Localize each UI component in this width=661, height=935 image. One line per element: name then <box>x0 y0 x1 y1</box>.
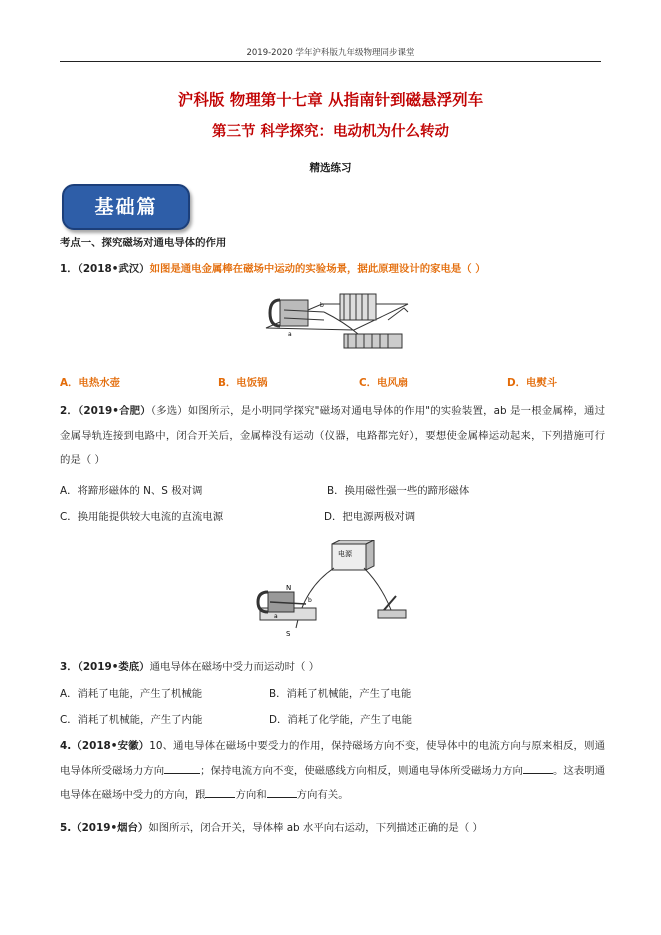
section-title: 第三节 科学探究：电动机为什么转动 <box>211 123 450 140</box>
question-1 <box>60 262 486 276</box>
question-1-source: （2018•武汉） <box>77 263 150 275</box>
answer-blank-4[interactable] <box>267 785 297 798</box>
header-rule <box>60 61 601 62</box>
q1-figure <box>258 290 418 360</box>
q2-figure <box>250 540 410 640</box>
question-2-source: （2019•合肥） <box>77 405 151 417</box>
question-2-text: （多选）如图所示，是小明同学探究"磁场对通电导体的作用"的实验装置，ab 是一根金属棒，通过金属导轨连接到电路中，闭合开关后，金属棒没有运动（仪器，电路都完好），要想使金属棒运动起来，下列措施可行的是（ ） <box>60 405 605 466</box>
q2-figure-label-s: S <box>286 630 291 638</box>
question-5-text: 如图所示，闭合开关，导体棒 ab 水平向右运动，下列描述正确的是（ ） <box>148 822 483 834</box>
q2-figure-label-n: N <box>286 584 292 592</box>
q1-option-b: B．电饭锅 <box>218 377 268 389</box>
answer-blank-2[interactable] <box>523 761 553 774</box>
q2-figure-label-b: b <box>308 597 312 604</box>
question-4 <box>60 734 605 808</box>
q1-figure-label-b: b <box>320 302 324 309</box>
page-title: 沪科版 物理第十七章 从指南针到磁悬浮列车 <box>177 90 484 109</box>
question-3 <box>60 660 319 674</box>
question-4-source: （2018•安徽） <box>71 740 150 752</box>
question-5-number: 5. <box>60 822 72 834</box>
question-2-number: 2． <box>60 405 78 417</box>
section-badge: 基础篇 <box>62 184 190 230</box>
q1-option-d: D．电熨斗 <box>507 377 558 389</box>
q2-figure-label-a: a <box>274 613 278 620</box>
subtitle: 精选练习 <box>309 162 352 174</box>
question-4-text-5: 方向有关。 <box>296 789 349 801</box>
question-3-number: 3． <box>60 661 78 673</box>
q1-figure-label-a: a <box>288 331 292 338</box>
q2-option-d: D．把电源两极对调 <box>324 511 416 523</box>
answer-blank-3[interactable] <box>205 785 235 798</box>
question-2 <box>60 399 605 473</box>
question-4-text-1: 10、通电导体在磁场中要受力的作用，保持磁场方向不变，使导体中的电流方向与原来相反，则通电导体所受磁场力方向 <box>60 740 606 777</box>
q2-option-a: A．将蹄形磁体的 N、S 极对调 <box>60 485 203 497</box>
q3-option-b: B．消耗了机械能，产生了电能 <box>269 688 412 700</box>
question-5-source: （2019•烟台） <box>71 822 149 834</box>
question-5 <box>60 821 483 835</box>
q2-option-b: B．换用磁性强一些的蹄形磁体 <box>327 485 470 497</box>
q3-option-d: D．消耗了化学能，产生了电能 <box>269 714 413 726</box>
question-4-text-2: ；保持电流方向不变，使磁感线方向相反，则通电导体所受磁场力方向 <box>200 764 523 777</box>
question-3-source: （2019•娄底） <box>77 661 150 673</box>
topic-heading: 考点一、探究磁场对通电导体的作用 <box>60 237 227 249</box>
question-1-text: 如图是通电金属棒在磁场中运动的实验场景，据此原理设计的家电是（ ） <box>149 263 486 275</box>
q3-option-a: A．消耗了电能，产生了机械能 <box>60 688 203 700</box>
q2-figure-label-power: 电源 <box>338 550 352 558</box>
q1-option-a: A．电热水壶 <box>60 377 120 389</box>
question-4-text-4: 方向和 <box>235 789 267 801</box>
q1-option-c: C．电风扇 <box>359 377 409 389</box>
question-1-number: 1． <box>60 263 78 275</box>
q3-option-c: C．消耗了机械能，产生了内能 <box>60 714 203 726</box>
running-header: 2019-2020 学年沪科版九年级物理同步课堂 <box>246 48 415 58</box>
answer-blank-1[interactable] <box>164 761 200 774</box>
q2-option-c: C．换用能提供较大电流的直流电源 <box>60 511 224 523</box>
question-3-text: 通电导体在磁场中受力而运动时（ ） <box>149 661 320 673</box>
question-4-number: 4. <box>60 740 72 752</box>
question-4-text-3: 。这表明通电导体在磁场中受力的方向，跟 <box>60 764 606 801</box>
